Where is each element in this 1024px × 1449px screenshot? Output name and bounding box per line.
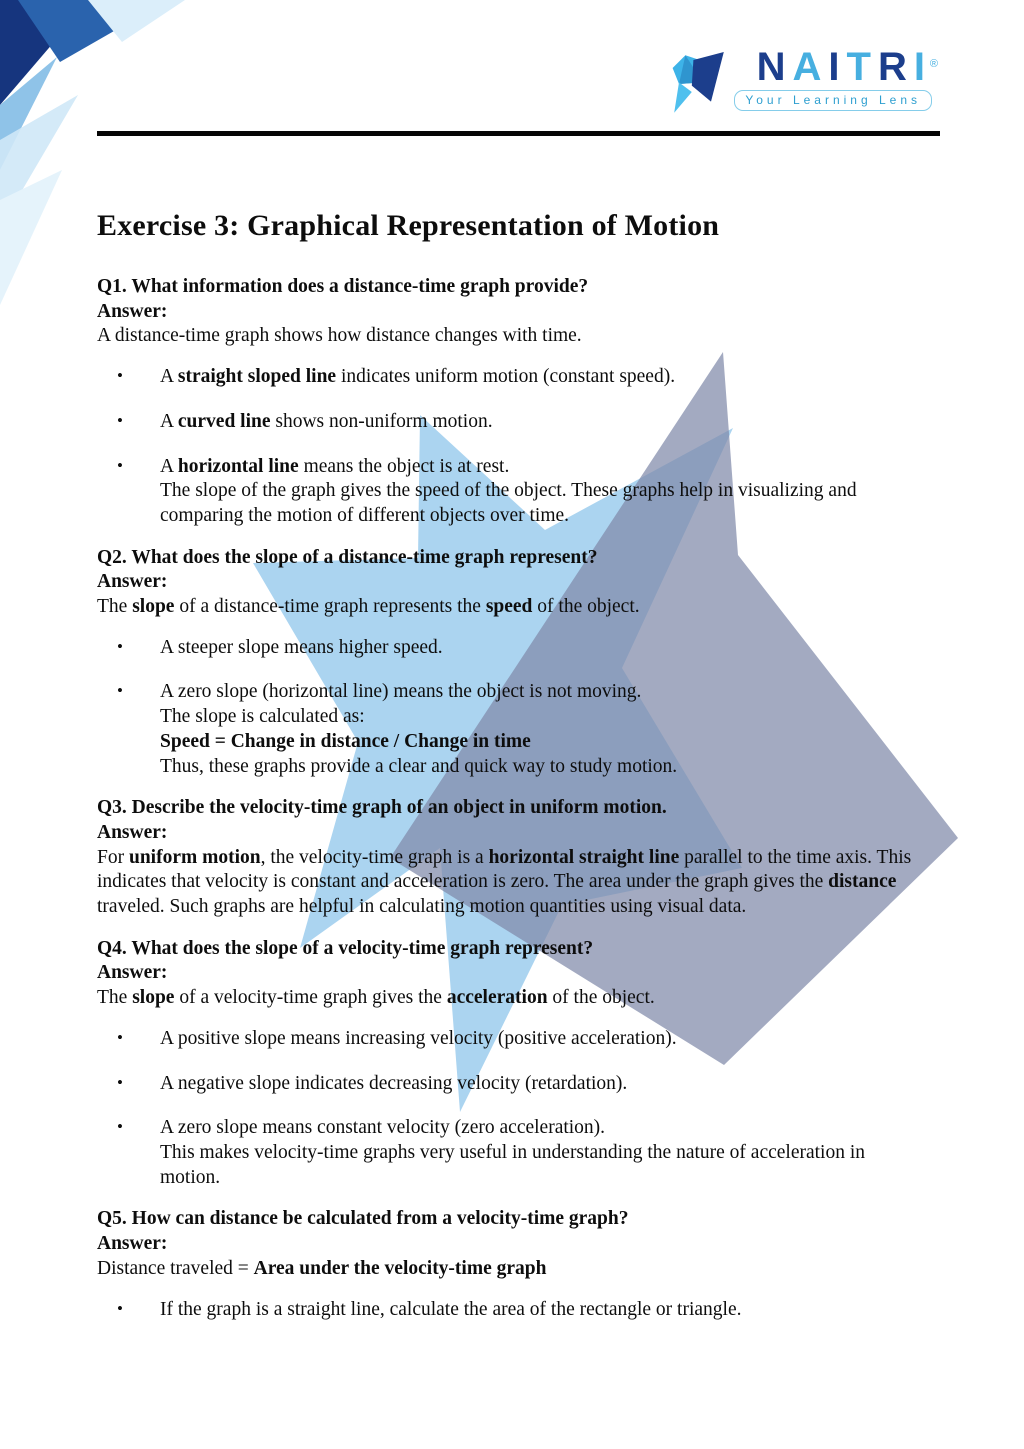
text-run: Answer:	[97, 300, 168, 322]
question-heading	[97, 796, 927, 821]
brand-text-block	[734, 45, 938, 111]
text-run: means the object is at rest.	[298, 455, 510, 477]
text-run: Answer:	[97, 821, 168, 843]
text-run: of a distance-time graph represents the	[174, 596, 486, 618]
text-run: traveled. Such graphs are helpful in calculating motion quantities using visual data.	[97, 896, 747, 918]
answer-paragraph	[97, 595, 927, 620]
text-run: parallel to the time axis. This indicates that velocity is constant and acceleration is zero. The area under the graph gives the	[97, 846, 912, 893]
question-heading	[97, 937, 927, 962]
text-run: The	[97, 987, 133, 1009]
text-run: A steeper slope means higher speed.	[160, 636, 443, 658]
text-run: A zero slope (horizontal line) means the object is not moving.	[160, 681, 642, 703]
bullet-item	[97, 410, 927, 435]
answer-label	[97, 961, 927, 986]
brand-letter: T	[846, 45, 878, 89]
bullet-marker: •	[117, 366, 123, 386]
bullet-item	[97, 636, 927, 661]
text-run: horizontal line	[177, 455, 299, 477]
text-run: Thus, these graphs provide a clear and quick way to study motion.	[160, 755, 678, 777]
text-run: slope	[132, 596, 175, 618]
text-run: uniform motion	[128, 846, 261, 868]
answer-paragraph	[97, 846, 927, 920]
text-run: A zero slope means constant velocity (zero acceleration).	[160, 1117, 606, 1139]
text-run: The slope is calculated as:	[160, 706, 365, 728]
registered-mark: ®	[929, 58, 938, 70]
page-header	[0, 0, 1024, 138]
text-run: Q1. What information does a distance-time graph provide?	[97, 276, 589, 297]
text-run: of the object.	[547, 987, 655, 1009]
brand-letter: R	[877, 45, 914, 89]
text-run: of a velocity-time graph gives the	[174, 987, 447, 1009]
page-title: Exercise 3: Graphical Representation of Motion	[97, 209, 720, 242]
text-run: A positive slope means increasing velocity (positive acceleration).	[160, 1027, 677, 1049]
text-run: straight sloped line	[177, 366, 337, 388]
answer-label	[97, 1232, 927, 1257]
answer-paragraph	[97, 324, 927, 349]
bullet-item	[97, 1116, 927, 1190]
text-run: This makes velocity-time graphs very useful in understanding the nature of acceleration in motion.	[160, 1141, 866, 1188]
answer-label	[97, 570, 927, 595]
bullet-marker: •	[117, 1072, 123, 1092]
text-run: A	[160, 410, 178, 432]
bullet-item	[97, 455, 927, 529]
bullet-item	[97, 1027, 927, 1052]
text-run: A distance-time graph shows how distance changes with time.	[97, 325, 582, 347]
brand-logo	[663, 45, 938, 123]
text-run: curved line	[177, 410, 271, 432]
text-run: acceleration	[446, 987, 548, 1009]
brand-letter: I	[828, 45, 847, 89]
answer-label	[97, 821, 927, 846]
brand-letter: I	[913, 45, 932, 89]
text-run: distance	[828, 871, 897, 893]
text-run: slope	[132, 987, 175, 1009]
text-run: Q2. What does the slope of a distance-time graph represent?	[97, 546, 598, 568]
text-run: For	[97, 846, 129, 868]
text-run: Distance traveled =	[97, 1257, 254, 1279]
text-run: speed	[485, 596, 533, 618]
bullet-marker: •	[117, 410, 123, 430]
text-run: of the object.	[532, 596, 640, 618]
answer-paragraph	[97, 1257, 927, 1282]
bullet-item	[97, 365, 927, 390]
bullet-marker: •	[117, 681, 123, 701]
bullet-marker: •	[117, 1027, 123, 1047]
header-rule	[97, 131, 940, 136]
brand-letter: A	[792, 45, 829, 89]
bullet-item	[97, 1298, 927, 1323]
answer-paragraph	[97, 986, 927, 1011]
bullet-item	[97, 1072, 927, 1097]
question-heading	[97, 275, 927, 300]
text-run: If the graph is a straight line, calculate the area of the rectangle or triangle.	[160, 1298, 742, 1320]
text-run: Q3. Describe the velocity-time graph of an object in uniform motion.	[97, 797, 667, 819]
text-run: A	[160, 366, 178, 388]
text-run: shows non-uniform motion.	[270, 410, 493, 432]
text-run: Answer:	[97, 571, 168, 593]
text-run: A	[160, 455, 178, 477]
bullet-marker: •	[117, 455, 123, 475]
text-run: Area under the velocity-time graph	[253, 1257, 547, 1279]
bullet-marker: •	[117, 1117, 123, 1137]
bullet-marker: •	[117, 636, 123, 656]
brand-tagline: Your Learning Lens	[734, 90, 932, 111]
text-run: horizontal straight line	[488, 846, 680, 868]
question-heading	[97, 1207, 927, 1232]
bullet-item	[97, 680, 927, 779]
text-run: , the velocity-time graph is a	[260, 846, 489, 868]
question-heading	[97, 546, 927, 571]
text-run: Speed = Change in distance / Change in time	[160, 730, 531, 752]
text-run: Q4. What does the slope of a velocity-time graph represent?	[97, 937, 594, 959]
text-run: Answer:	[97, 962, 168, 984]
text-run: The	[97, 596, 133, 618]
text-run: The slope of the graph gives the speed of the object. These graphs help in visualizing and comparing the motion of different objects over time.	[160, 480, 857, 526]
origami-bird-icon	[663, 45, 727, 123]
answer-label	[97, 300, 927, 325]
text-run: indicates uniform motion (constant speed).	[336, 366, 676, 388]
text-run: Answer:	[97, 1233, 168, 1255]
brand-wordmark	[756, 45, 938, 89]
text-run: A negative slope indicates decreasing velocity (retardation).	[160, 1072, 628, 1094]
brand-letter: N	[756, 45, 793, 89]
text-run: Q5. How can distance be calculated from a velocity-time graph?	[97, 1208, 629, 1230]
bullet-marker: •	[117, 1298, 123, 1318]
